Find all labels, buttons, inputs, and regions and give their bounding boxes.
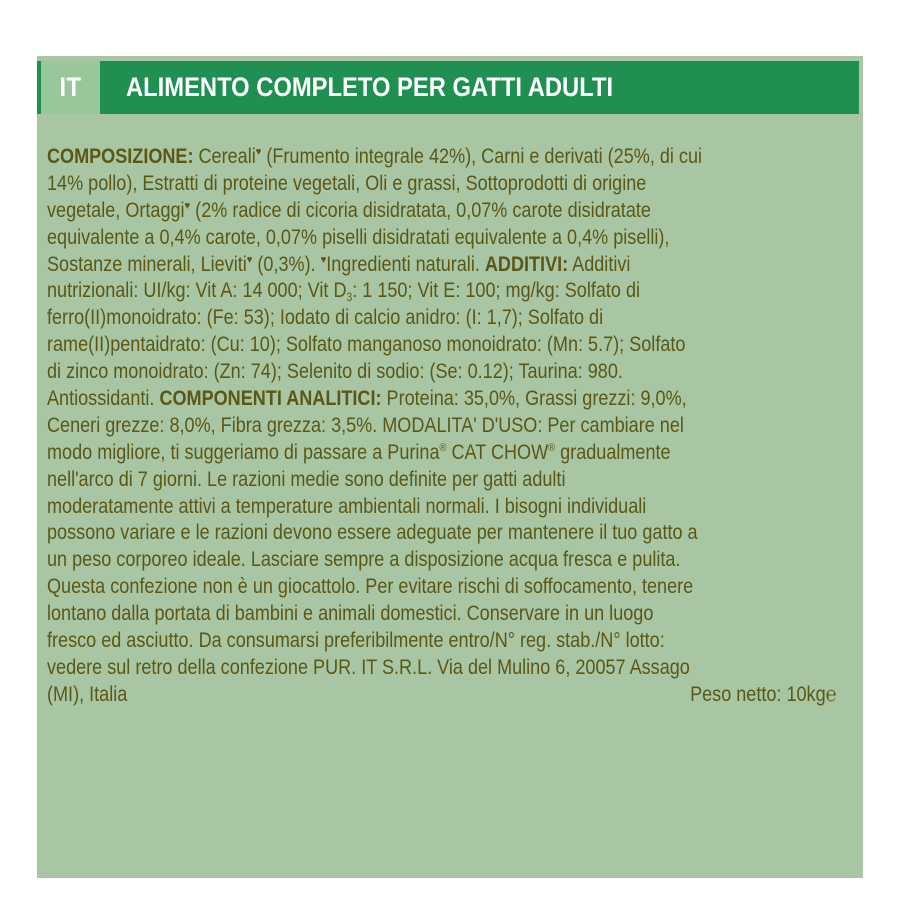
text-line: Ceneri grezze: 8,0%, Fibra grezza: 3,5%. MODALITA' D'USO: Per cambiare nel <box>47 413 684 437</box>
product-title: ALIMENTO COMPLETO PER GATTI ADULTI <box>126 72 614 102</box>
text-line: ferro(II)monoidrato: (Fe: 53); Iodato di calcio anidro: (I: 1,7); Solfato di <box>47 306 604 330</box>
heart-icon: ♥ <box>246 253 253 266</box>
header-bar <box>37 61 859 114</box>
label-panel <box>37 56 863 878</box>
registered-mark: ® <box>548 441 556 454</box>
text-line: COMPOSIZIONE: Cereali♥ (Frumento integrale 42%), Carni e derivati (25%, di cui <box>47 145 703 168</box>
text-line: Sostanze minerali, Lieviti♥ (0,3%). ♥Ingredienti naturali. ADDITIVI: Additivi <box>47 252 631 276</box>
text-line <box>47 682 836 709</box>
text-line: moderatamente attivi a temperature ambientali normali. I bisogni individuali <box>47 494 647 518</box>
text-line: vedere sul retro della confezione PUR. IT S.R.L. Via del Mulino 6, 20057 Assago <box>47 655 690 679</box>
text-line: un peso corporeo ideale. Lasciare sempre a disposizione acqua fresca e pulita. <box>47 548 681 572</box>
text-line: 14% pollo), Estratti di proteine vegetali, Oli e grassi, Sottoprodotti di origine <box>47 171 647 195</box>
heart-icon: ♥ <box>320 253 327 266</box>
text-line: Antiossidanti. COMPONENTI ANALITICI: Proteina: 35,0%, Grassi grezzi: 9,0%, <box>47 387 687 411</box>
net-weight: Peso netto: 10kg℮ <box>690 682 837 706</box>
estimated-sign-icon: ℮ <box>825 682 837 706</box>
text-line: vegetale, Ortaggi♥ (2% radice di cicoria disidratata, 0,07% carote disidratate <box>47 198 651 222</box>
text-line: Questa confezione non è un giocattolo. Per evitare rischi di soffocamento, tenere <box>47 575 694 599</box>
text-line: possono variare e le razioni devono essere adeguate per mantenere il tuo gatto a <box>47 521 698 545</box>
text-line: modo migliore, ti suggeriamo di passare a Purina® CAT CHOW® gradualmente <box>47 440 671 464</box>
analytical-heading: COMPONENTI ANALITICI: <box>159 387 382 411</box>
additives-heading: ADDITIVI: <box>484 252 569 276</box>
heart-icon: ♥ <box>184 199 191 212</box>
address-end: (MI), Italia <box>47 682 128 706</box>
text-line: nutrizionali: UI/kg: Vit A: 14 000; Vit $D_3$: 1 150; Vit E: 100; mg/kg: Solfato di <box>47 279 641 305</box>
language-code: IT <box>41 61 100 114</box>
text-line: lontano dalla portata di bambini e animali domestici. Conservare in un luogo <box>47 602 654 626</box>
text-line: di zinco monoidrato: (Zn: 74); Selenito di sodio: (Se: 0.12); Taurina: 980. <box>47 360 623 384</box>
composition-text <box>47 144 852 709</box>
text-line: rame(II)pentaidrato: (Cu: 10); Solfato manganoso monoidrato: (Mn: 5.7); Solfato <box>47 333 686 357</box>
text-line: equivalente a 0,4% carote, 0,07% piselli disidratati equivalente a 0,4% piselli), <box>47 225 670 249</box>
text-line: fresco ed asciutto. Da consumarsi preferibilmente entro/N° reg. stab./N° lotto: <box>47 629 665 653</box>
composition-heading: COMPOSIZIONE: <box>47 145 194 168</box>
heart-icon: ♥ <box>255 146 262 158</box>
registered-mark: ® <box>439 441 447 454</box>
text-line: nell'arco di 7 giorni. Le razioni medie sono definite per gatti adulti <box>47 467 566 491</box>
